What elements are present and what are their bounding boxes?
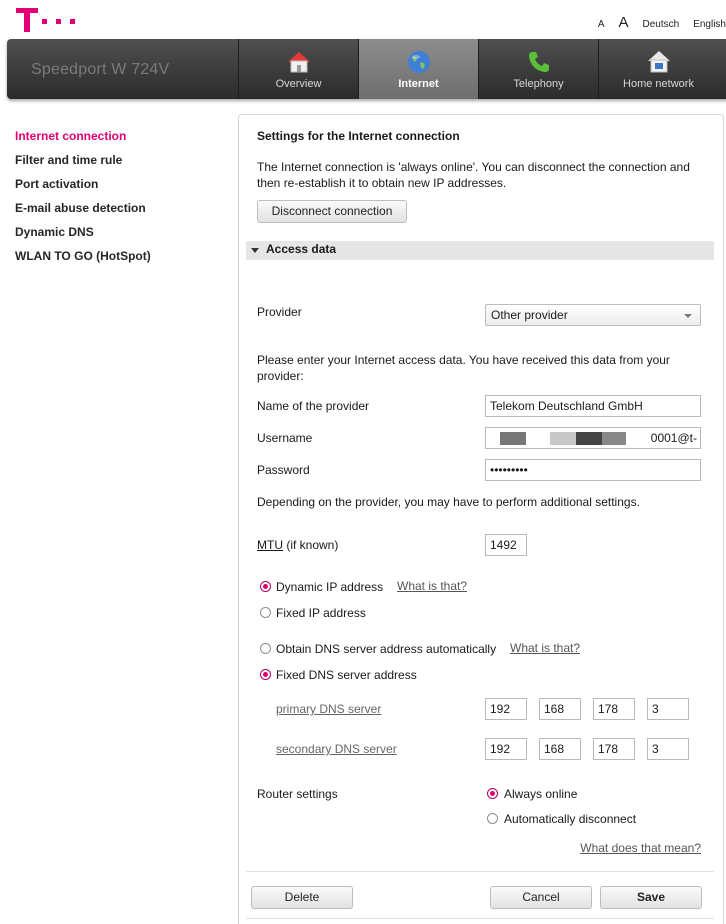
delete-button[interactable]: Delete: [251, 886, 353, 909]
page-title: Settings for the Internet connection: [257, 129, 460, 143]
primary-dns-octet-1[interactable]: 192: [485, 698, 527, 720]
primary-dns-octet-2[interactable]: 168: [539, 698, 581, 720]
mtu-label: [257, 537, 338, 553]
provider-label: Provider: [257, 305, 302, 319]
redacted-block: [500, 432, 526, 445]
router-settings-label: Router settings: [257, 787, 338, 801]
chevron-down-icon: [684, 314, 692, 318]
what-does-that-mean-link[interactable]: What does that mean?: [580, 841, 701, 855]
auto-disconnect-radio[interactable]: [487, 813, 498, 824]
mtu-abbreviation-link[interactable]: MTU: [257, 538, 283, 552]
dns-auto-label: Obtain DNS server address automatically: [276, 642, 497, 656]
access-note: Please enter your Internet access data. You have received this data from your provider:: [257, 353, 670, 383]
always-online-label: Always online: [504, 787, 578, 801]
divider: [246, 871, 714, 872]
home-icon: [286, 49, 312, 75]
font-size-large-button[interactable]: A: [618, 14, 629, 31]
primary-dns-octet-3[interactable]: 178: [593, 698, 635, 720]
provider-selected-value: Other provider: [491, 308, 568, 322]
sidebar-item-internet-connection[interactable]: Internet connection: [15, 129, 127, 143]
always-online-radio[interactable]: [487, 788, 498, 799]
intro-text: The Internet connection is 'always online'. You can disconnect the connection and then re-establish it to obtain new IP addresses.: [257, 160, 690, 190]
tab-label: Internet: [398, 78, 439, 90]
save-button[interactable]: Save: [600, 886, 702, 909]
cancel-button[interactable]: Cancel: [490, 886, 592, 909]
sidebar-item-email-abuse-detection[interactable]: E-mail abuse detection: [15, 201, 146, 215]
sidebar-item-filter-time-rule[interactable]: Filter and time rule: [15, 153, 123, 167]
tab-label: Overview: [275, 78, 322, 90]
sidebar-item-dynamic-dns[interactable]: Dynamic DNS: [15, 225, 94, 239]
redacted-block: [602, 432, 626, 445]
dns-fixed-radio[interactable]: [260, 669, 271, 680]
language-deutsch-link[interactable]: Deutsch: [642, 19, 680, 30]
secondary-dns-label: secondary DNS server: [276, 742, 397, 756]
tab-label: Home network: [623, 78, 694, 90]
fixed-ip-radio[interactable]: [260, 607, 271, 618]
redacted-block: [576, 432, 602, 445]
auto-disconnect-label: Automatically disconnect: [504, 812, 637, 826]
access-data-section-header[interactable]: [246, 241, 714, 260]
main-tabs: [238, 39, 718, 99]
dns-auto-radio[interactable]: [260, 643, 271, 654]
access-data-label: Access data: [266, 242, 337, 256]
tab-overview[interactable]: [238, 39, 358, 99]
network-house-icon: [646, 49, 672, 75]
divider: [246, 918, 714, 919]
tab-telephony[interactable]: [478, 39, 598, 99]
sidebar-item-wlan-to-go[interactable]: WLAN TO GO (HotSpot): [15, 249, 151, 263]
primary-dns-label: primary DNS server: [276, 702, 382, 716]
provider-name-label: Name of the provider: [257, 399, 370, 413]
telekom-logo: [16, 8, 76, 36]
username-visible-text: 0001@t-: [650, 431, 697, 445]
password-label: Password: [257, 463, 310, 477]
redacted-block: [550, 432, 576, 445]
globe-icon: [406, 49, 432, 75]
username-label: Username: [257, 431, 313, 445]
secondary-dns-octet-1[interactable]: 192: [485, 738, 527, 760]
secondary-dns-octet-2[interactable]: 168: [539, 738, 581, 760]
username-input[interactable]: [485, 427, 701, 449]
settings-panel: [238, 114, 724, 924]
dynamic-ip-label: Dynamic IP address: [276, 580, 384, 594]
language-bar: [584, 14, 726, 31]
tab-label: Telephony: [513, 78, 564, 90]
font-size-small-button[interactable]: A: [597, 19, 605, 30]
dns-fixed-label: Fixed DNS server address: [276, 668, 417, 682]
phone-icon: [526, 49, 552, 75]
disconnect-button[interactable]: Disconnect connection: [257, 200, 407, 223]
what-is-that-ip-link[interactable]: What is that?: [397, 579, 468, 593]
language-english-link[interactable]: English: [693, 19, 726, 30]
provider-name-input[interactable]: Telekom Deutschland GmbH: [485, 395, 701, 417]
collapse-triangle-icon: [251, 248, 259, 253]
additional-settings-note: Depending on the provider, you may have to perform additional settings.: [257, 495, 640, 509]
sidebar: [15, 128, 225, 272]
product-name: Speedport W 724V: [31, 61, 170, 78]
provider-select[interactable]: [485, 304, 701, 326]
mtu-input[interactable]: 1492: [485, 534, 527, 556]
tab-internet[interactable]: [358, 39, 478, 99]
fixed-ip-label: Fixed IP address: [276, 606, 366, 620]
secondary-dns-octet-4[interactable]: 3: [647, 738, 689, 760]
secondary-dns-octet-3[interactable]: 178: [593, 738, 635, 760]
tab-home-network[interactable]: [598, 39, 718, 99]
primary-dns-octet-4[interactable]: 3: [647, 698, 689, 720]
mtu-suffix: (if known): [283, 538, 339, 552]
password-input[interactable]: •••••••••: [485, 459, 701, 481]
main-header: [7, 39, 726, 99]
dynamic-ip-radio[interactable]: [260, 581, 271, 592]
sidebar-item-port-activation[interactable]: Port activation: [15, 177, 99, 191]
what-is-that-dns-link[interactable]: What is that?: [510, 641, 581, 655]
